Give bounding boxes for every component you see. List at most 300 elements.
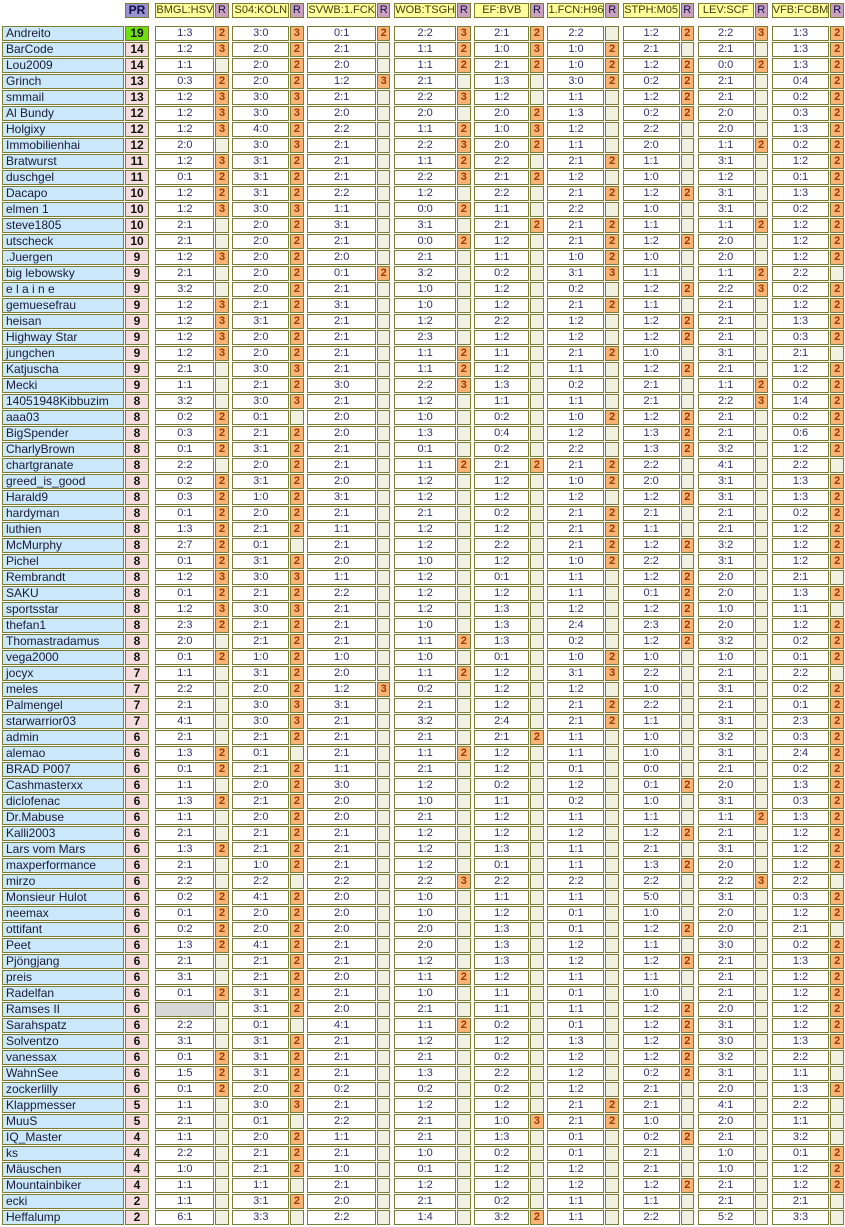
score-cell: 1:2 (155, 330, 214, 345)
column-gap (305, 42, 307, 57)
points-cell (530, 842, 543, 857)
score-cell: 1:0 (623, 730, 680, 745)
score-cell: 1:1 (474, 986, 529, 1001)
score-cell: 2:1 (698, 1194, 754, 1209)
column-gap (391, 826, 393, 841)
points-cell (377, 282, 390, 297)
column-gap (391, 458, 393, 473)
points-cell (215, 698, 228, 713)
score-cell: 1:0 (547, 554, 604, 569)
points-cell (605, 970, 618, 985)
column-gap (391, 842, 393, 857)
column-gap (695, 730, 697, 745)
points-cell: 2 (530, 106, 543, 121)
score-cell: 2:1 (547, 522, 604, 537)
score-cell: 1:2 (474, 90, 529, 105)
column-gap (472, 442, 474, 457)
column-gap (545, 570, 547, 585)
points-cell (755, 362, 768, 377)
score-cell: 1:1 (623, 970, 680, 985)
score-cell: 1:1 (474, 394, 529, 409)
column-gap (305, 1066, 307, 1081)
points-cell (377, 794, 390, 809)
column-gap (620, 730, 622, 745)
column-gap (472, 1034, 474, 1049)
table-row (2, 1034, 844, 1049)
points-cell (290, 1114, 303, 1129)
score-cell: 2:2 (394, 378, 456, 393)
score-cell: 2:1 (547, 1098, 604, 1113)
table-row (2, 714, 844, 729)
column-gap (769, 314, 771, 329)
score-cell: 1:0 (623, 250, 680, 265)
score-cell: 1:1 (155, 666, 214, 681)
score-cell: 1:2 (474, 1098, 529, 1113)
table-row (2, 954, 844, 969)
score-cell: 2:1 (155, 826, 214, 841)
score-cell: 2:0 (698, 778, 754, 793)
column-gap (695, 154, 697, 169)
score-cell: 1:1 (155, 1194, 214, 1209)
table-row (2, 490, 844, 505)
score-cell: 1:0 (394, 986, 456, 1001)
score-cell: 2:2 (772, 874, 830, 889)
points-cell (755, 410, 768, 425)
score-cell: 3:2 (772, 1130, 830, 1145)
points-cell: 2 (681, 234, 694, 249)
points-cell (605, 90, 618, 105)
column-gap (305, 346, 307, 361)
score-cell: 3:2 (698, 1050, 754, 1065)
column-gap (391, 1066, 393, 1081)
score-cell: 2:1 (307, 330, 376, 345)
column-gap (305, 218, 307, 233)
points-cell (681, 874, 694, 889)
score-cell: 2:1 (394, 1114, 456, 1129)
points-cell (215, 1018, 228, 1033)
score-cell: 1:2 (623, 826, 680, 841)
score-cell: 3:1 (232, 554, 289, 569)
points-cell: 2 (681, 1178, 694, 1193)
score-cell: 0:2 (547, 794, 604, 809)
column-gap (150, 1178, 154, 1193)
points-cell (681, 746, 694, 761)
points-cell: 2 (290, 314, 303, 329)
column-gap (305, 314, 307, 329)
points-cell: 3 (755, 394, 768, 409)
score-cell: 1:1 (547, 1210, 604, 1225)
score-cell: 1:0 (623, 986, 680, 1001)
points-cell: 3 (215, 570, 228, 585)
player-name-cell: Holgixy (2, 122, 124, 137)
column-gap (769, 186, 771, 201)
points-cell: 2 (830, 1178, 844, 1193)
column-gap (769, 3, 771, 18)
column-gap (472, 186, 474, 201)
score-cell: 1:1 (307, 1130, 376, 1145)
score-cell: 1:2 (547, 938, 604, 953)
points-cell (215, 954, 228, 969)
points-cell (377, 906, 390, 921)
points-cell (530, 874, 543, 889)
points-cell: 2 (681, 586, 694, 601)
column-gap (391, 554, 393, 569)
score-cell: 3:1 (698, 346, 754, 361)
points-cell (681, 730, 694, 745)
score-cell: 2:1 (155, 954, 214, 969)
points-cell: 2 (290, 906, 303, 921)
points-cell (377, 954, 390, 969)
score-cell: 1:2 (474, 522, 529, 537)
points-cell: 2 (830, 394, 844, 409)
points-cell: 2 (457, 634, 470, 649)
points-cell: 3 (605, 666, 618, 681)
score-cell: 2:1 (155, 218, 214, 233)
points-column-header: R (755, 3, 768, 18)
score-cell: 1:0 (394, 794, 456, 809)
points-cell: 2 (215, 522, 228, 537)
points-cell (215, 1130, 228, 1145)
pr-value-cell: 9 (125, 362, 149, 377)
points-cell: 2 (215, 186, 228, 201)
column-gap (150, 618, 154, 633)
pr-value-cell: 4 (125, 1162, 149, 1177)
score-cell: 1:2 (547, 490, 604, 505)
points-cell: 2 (215, 170, 228, 185)
score-cell: 2:1 (698, 762, 754, 777)
column-gap (150, 890, 154, 905)
pr-value-cell: 8 (125, 586, 149, 601)
score-cell: 3:3 (772, 1210, 830, 1225)
column-gap (620, 42, 622, 57)
column-gap (230, 58, 232, 73)
points-cell (215, 1210, 228, 1225)
column-gap (305, 1050, 307, 1065)
column-gap (769, 170, 771, 185)
points-cell (377, 362, 390, 377)
points-cell (755, 1050, 768, 1065)
score-cell: 3:2 (698, 442, 754, 457)
column-gap (545, 938, 547, 953)
score-cell: 1:0 (547, 650, 604, 665)
column-gap (695, 122, 697, 137)
score-cell: 2:0 (232, 906, 289, 921)
score-cell: 2:2 (474, 1066, 529, 1081)
points-cell (681, 762, 694, 777)
points-cell (755, 1178, 768, 1193)
points-cell (377, 586, 390, 601)
column-gap (545, 1146, 547, 1161)
score-cell: 1:2 (772, 906, 830, 921)
pr-value-cell: 2 (125, 1210, 149, 1225)
table-row (2, 410, 844, 425)
points-cell (530, 426, 543, 441)
score-cell: 3:2 (394, 714, 456, 729)
column-gap (545, 1018, 547, 1033)
column-gap (620, 586, 622, 601)
score-cell: 1:2 (772, 842, 830, 857)
points-cell (457, 1066, 470, 1081)
column-gap (620, 890, 622, 905)
score-cell: 2:0 (307, 474, 376, 489)
score-cell: 2:0 (698, 570, 754, 585)
column-gap (620, 1114, 622, 1129)
points-cell: 2 (681, 74, 694, 89)
player-name-cell: sportsstar (2, 602, 124, 617)
points-cell (755, 650, 768, 665)
points-cell (457, 586, 470, 601)
points-cell: 2 (290, 490, 303, 505)
column-gap (150, 554, 154, 569)
score-cell: 0:1 (474, 858, 529, 873)
column-gap (620, 1034, 622, 1049)
points-cell (530, 1066, 543, 1081)
column-gap (620, 442, 622, 457)
table-row (2, 730, 844, 745)
column-gap (391, 922, 393, 937)
score-cell: 2:0 (232, 218, 289, 233)
column-gap (150, 3, 154, 18)
points-cell (215, 714, 228, 729)
points-cell: 2 (755, 58, 768, 73)
points-cell (605, 810, 618, 825)
score-cell: 1:1 (547, 858, 604, 873)
player-name-cell: chartgranate (2, 458, 124, 473)
score-cell: 1:2 (474, 362, 529, 377)
points-cell (530, 570, 543, 585)
column-gap (695, 490, 697, 505)
points-cell (605, 602, 618, 617)
score-cell: 1:1 (698, 810, 754, 825)
column-gap (230, 1130, 232, 1145)
points-cell: 2 (605, 218, 618, 233)
score-cell: 2:0 (698, 1114, 754, 1129)
points-cell (530, 634, 543, 649)
score-cell: 1:2 (547, 170, 604, 185)
column-gap (695, 682, 697, 697)
column-gap (695, 442, 697, 457)
score-cell: 2:1 (155, 1114, 214, 1129)
score-cell: 1:1 (547, 730, 604, 745)
points-cell: 2 (457, 970, 470, 985)
points-cell (377, 458, 390, 473)
column-gap (472, 522, 474, 537)
column-gap (695, 1146, 697, 1161)
points-cell (530, 1098, 543, 1113)
points-cell: 2 (681, 634, 694, 649)
points-cell: 2 (830, 586, 844, 601)
score-cell: 2:1 (623, 1098, 680, 1113)
pr-value-cell: 9 (125, 298, 149, 313)
column-gap (305, 266, 307, 281)
score-cell: 2:0 (307, 106, 376, 121)
table-row (2, 1098, 844, 1113)
player-name-cell: McMurphy (2, 538, 124, 553)
points-cell (377, 1194, 390, 1209)
column-gap (472, 842, 474, 857)
points-cell (377, 250, 390, 265)
score-cell: 0:3 (772, 730, 830, 745)
points-cell: 2 (290, 1050, 303, 1065)
score-cell: 0:2 (772, 762, 830, 777)
score-cell: 1:1 (623, 298, 680, 313)
score-cell: 1:2 (772, 1002, 830, 1017)
column-gap (391, 618, 393, 633)
score-cell: 1:3 (155, 746, 214, 761)
column-gap (391, 1002, 393, 1017)
points-cell (530, 970, 543, 985)
score-cell: 2:1 (307, 442, 376, 457)
score-cell: 2:0 (698, 122, 754, 137)
pr-value-cell: 5 (125, 1114, 149, 1129)
points-cell: 2 (830, 906, 844, 921)
points-cell: 2 (605, 650, 618, 665)
points-cell (457, 538, 470, 553)
points-cell (755, 890, 768, 905)
column-gap (391, 1146, 393, 1161)
column-gap (769, 586, 771, 601)
score-cell: 0:1 (547, 922, 604, 937)
points-cell (755, 1210, 768, 1225)
column-gap (391, 1210, 393, 1225)
points-cell (830, 1130, 844, 1145)
column-gap (391, 538, 393, 553)
pr-value-cell: 12 (125, 138, 149, 153)
score-cell: 1:1 (155, 1098, 214, 1113)
score-cell: 2:2 (698, 394, 754, 409)
player-name-cell: ks (2, 1146, 124, 1161)
score-cell: 1:3 (772, 42, 830, 57)
score-cell: 1:4 (772, 394, 830, 409)
score-cell: 1:2 (394, 778, 456, 793)
column-gap (305, 602, 307, 617)
pr-value-cell: 4 (125, 1178, 149, 1193)
points-cell (530, 794, 543, 809)
points-cell: 2 (830, 1146, 844, 1161)
score-cell: 2:0 (394, 938, 456, 953)
points-cell: 3 (605, 266, 618, 281)
match-column-header: BMGL:HSV (156, 4, 214, 16)
score-cell: 1:2 (623, 26, 680, 41)
column-gap (472, 570, 474, 585)
points-cell: 2 (605, 698, 618, 713)
points-cell (530, 554, 543, 569)
points-cell: 2 (830, 1018, 844, 1033)
points-cell (755, 90, 768, 105)
column-gap (305, 378, 307, 393)
column-gap (391, 394, 393, 409)
column-gap (230, 1146, 232, 1161)
column-gap (545, 426, 547, 441)
points-cell: 2 (290, 522, 303, 537)
column-gap (150, 570, 154, 585)
score-cell: 5:2 (698, 1210, 754, 1225)
points-cell (605, 282, 618, 297)
score-cell: 0:1 (307, 266, 376, 281)
table-row (2, 346, 844, 361)
column-gap (472, 234, 474, 249)
points-cell: 2 (215, 762, 228, 777)
score-cell: 1:2 (474, 474, 529, 489)
player-name-cell: Harald9 (2, 490, 124, 505)
column-gap (545, 1002, 547, 1017)
table-row (2, 1082, 844, 1097)
column-gap (769, 1082, 771, 1097)
points-cell (457, 842, 470, 857)
points-cell (215, 1178, 228, 1193)
points-cell: 3 (457, 90, 470, 105)
score-cell: 1:2 (547, 954, 604, 969)
score-cell: 0:2 (474, 1050, 529, 1065)
player-name-cell: zockerlilly (2, 1082, 124, 1097)
column-gap (545, 986, 547, 1001)
column-gap (150, 1162, 154, 1177)
score-cell: 1:2 (623, 1178, 680, 1193)
points-cell (605, 1002, 618, 1017)
score-cell: 1:1 (698, 266, 754, 281)
column-gap (150, 26, 154, 41)
score-cell: 3:1 (232, 442, 289, 457)
points-cell (530, 618, 543, 633)
table-row (2, 298, 844, 313)
score-cell: 0:3 (772, 794, 830, 809)
points-cell (755, 586, 768, 601)
column-gap (305, 426, 307, 441)
points-cell (755, 122, 768, 137)
pr-value-cell: 6 (125, 746, 149, 761)
points-cell: 2 (830, 330, 844, 345)
points-cell (530, 362, 543, 377)
column-gap (230, 74, 232, 89)
score-cell: 2:3 (155, 618, 214, 633)
points-cell: 2 (215, 794, 228, 809)
column-gap (545, 762, 547, 777)
score-cell: 1:2 (623, 1050, 680, 1065)
points-cell (830, 874, 844, 889)
score-cell: 1:2 (394, 1034, 456, 1049)
column-gap (695, 1194, 697, 1209)
score-cell: 2:2 (307, 122, 376, 137)
score-cell: 0:1 (394, 1162, 456, 1177)
score-cell: 2:1 (307, 842, 376, 857)
points-cell (830, 266, 844, 281)
column-gap (695, 826, 697, 841)
points-cell: 2 (290, 666, 303, 681)
score-cell: 1:2 (394, 314, 456, 329)
score-cell: 0:1 (155, 1082, 214, 1097)
column-gap (620, 666, 622, 681)
column-gap (620, 1098, 622, 1113)
column-gap (472, 458, 474, 473)
column-gap (391, 234, 393, 249)
score-cell: 2:1 (307, 986, 376, 1001)
score-cell: 2:2 (698, 26, 754, 41)
points-cell (290, 1178, 303, 1193)
points-cell (605, 106, 618, 121)
score-cell: 2:0 (232, 250, 289, 265)
points-cell (755, 506, 768, 521)
points-cell (457, 330, 470, 345)
pr-value-cell: 7 (125, 714, 149, 729)
score-cell: 2:4 (547, 618, 604, 633)
score-cell: 2:2 (623, 554, 680, 569)
points-cell: 3 (215, 42, 228, 57)
points-cell (605, 426, 618, 441)
score-cell: 3:1 (307, 490, 376, 505)
points-cell: 2 (290, 74, 303, 89)
player-name-cell: greed_is_good (2, 474, 124, 489)
column-gap (545, 666, 547, 681)
